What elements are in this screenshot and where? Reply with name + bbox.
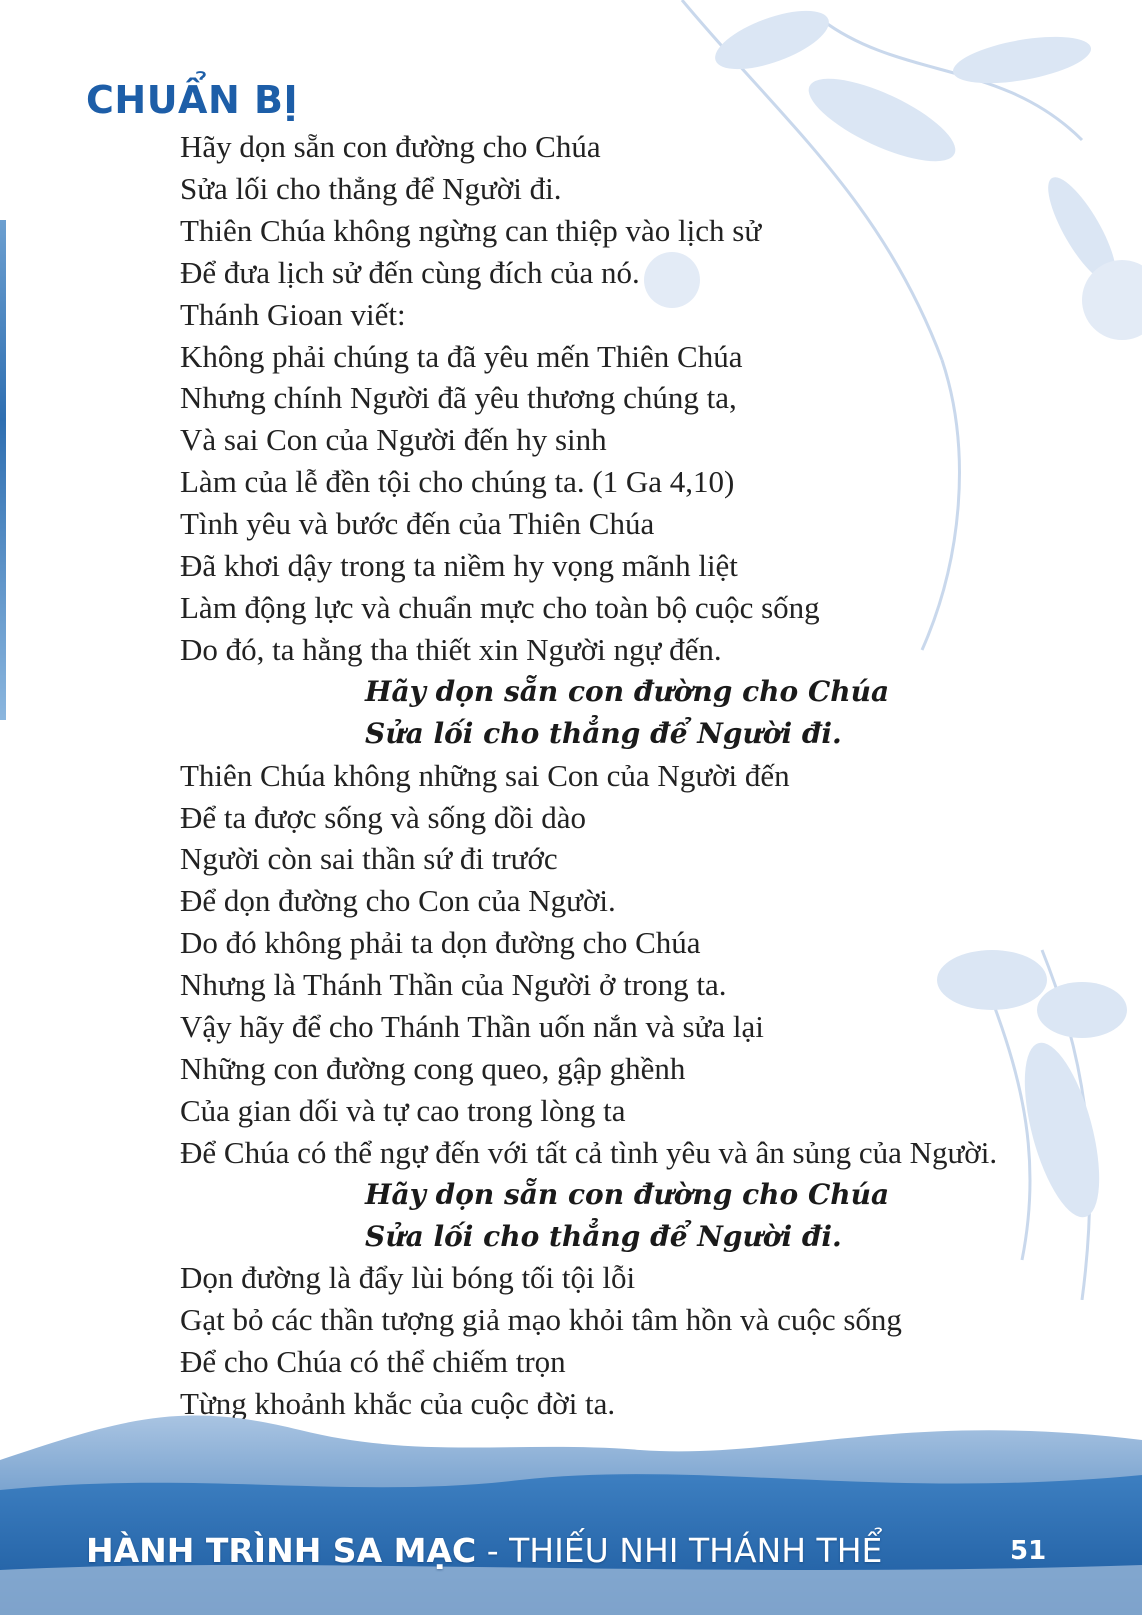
poem-line: Do đó, ta hằng tha thiết xin Người ngự đến. xyxy=(180,631,722,667)
refrain-line: Hãy dọn sẵn con đường cho Chúa xyxy=(365,674,890,708)
poem-line: Làm của lễ đền tội cho chúng ta. (1 Ga 4,10) xyxy=(180,464,735,500)
footer-book-title xyxy=(86,1531,882,1570)
poem-line: Do đó không phải ta dọn đường cho Chúa xyxy=(180,925,701,961)
poem-line: Từng khoảnh khắc của cuộc đời ta. xyxy=(180,1386,616,1422)
poem-line: Để Chúa có thể ngự đến với tất cả tình yêu và ân sủng của Người. xyxy=(180,1134,998,1170)
poem-line: Để đưa lịch sử đến cùng đích của nó. xyxy=(180,254,640,290)
left-edge-strip xyxy=(0,220,6,720)
poem-line: Nhưng là Thánh Thần của Người ở trong ta. xyxy=(180,967,727,1003)
poem-line: Thiên Chúa không ngừng can thiệp vào lịch sử xyxy=(180,212,762,248)
footer-title-main: HÀNH TRÌNH SA MẠC xyxy=(86,1531,477,1570)
footer-dunes-banner xyxy=(0,1380,1142,1615)
poem-line: Và sai Con của Người đến hy sinh xyxy=(180,422,607,458)
poem-line: Để dọn đường cho Con của Người. xyxy=(180,883,616,919)
poem-line: Sửa lối cho thẳng để Người đi. xyxy=(180,170,562,206)
poem-line: Để ta được sống và sống dồi dào xyxy=(180,799,586,835)
poem-line: Gạt bỏ các thần tượng giả mạo khỏi tâm hồn và cuộc sống xyxy=(180,1302,902,1338)
refrain-line: Sửa lối cho thẳng để Người đi. xyxy=(365,716,842,750)
poem-body xyxy=(180,126,1100,1425)
refrain-line: Hãy dọn sẵn con đường cho Chúa xyxy=(365,1177,890,1211)
poem-line: Của gian dối và tự cao trong lòng ta xyxy=(180,1092,626,1128)
poem-line: Làm động lực và chuẩn mực cho toàn bộ cuộc sống xyxy=(180,589,820,625)
poem-line: Những con đường cong queo, gập ghềnh xyxy=(180,1050,686,1086)
poem-line: Dọn đường là đẩy lùi bóng tối tội lỗi xyxy=(180,1260,636,1296)
poem-line: Không phải chúng ta đã yêu mến Thiên Chúa xyxy=(180,338,743,374)
poem-line: Đã khơi dậy trong ta niềm hy vọng mãnh liệt xyxy=(180,548,738,584)
poem-line: Hãy dọn sẵn con đường cho Chúa xyxy=(180,129,601,164)
poem-line: Nhưng chính Người đã yêu thương chúng ta, xyxy=(180,380,737,416)
poem-line: Để cho Chúa có thể chiếm trọn xyxy=(180,1344,566,1380)
poem-line: Vậy hãy để cho Thánh Thần uốn nắn và sửa lại xyxy=(180,1009,764,1045)
poem-line: Tình yêu và bước đến của Thiên Chúa xyxy=(180,506,655,542)
footer-title-separator: - xyxy=(476,1531,510,1570)
page-number: 51 xyxy=(1010,1536,1047,1566)
poem-line: Thánh Gioan viết: xyxy=(180,296,406,332)
poem-line: Thiên Chúa không những sai Con của Người đến xyxy=(180,757,790,793)
poem-line: Người còn sai thần sứ đi trước xyxy=(180,841,558,877)
footer-title-sub: THIẾU NHI THÁNH THỂ xyxy=(509,1531,883,1570)
refrain-line: Sửa lối cho thẳng để Người đi. xyxy=(365,1219,842,1253)
section-heading: CHUẨN BỊ xyxy=(86,78,299,122)
